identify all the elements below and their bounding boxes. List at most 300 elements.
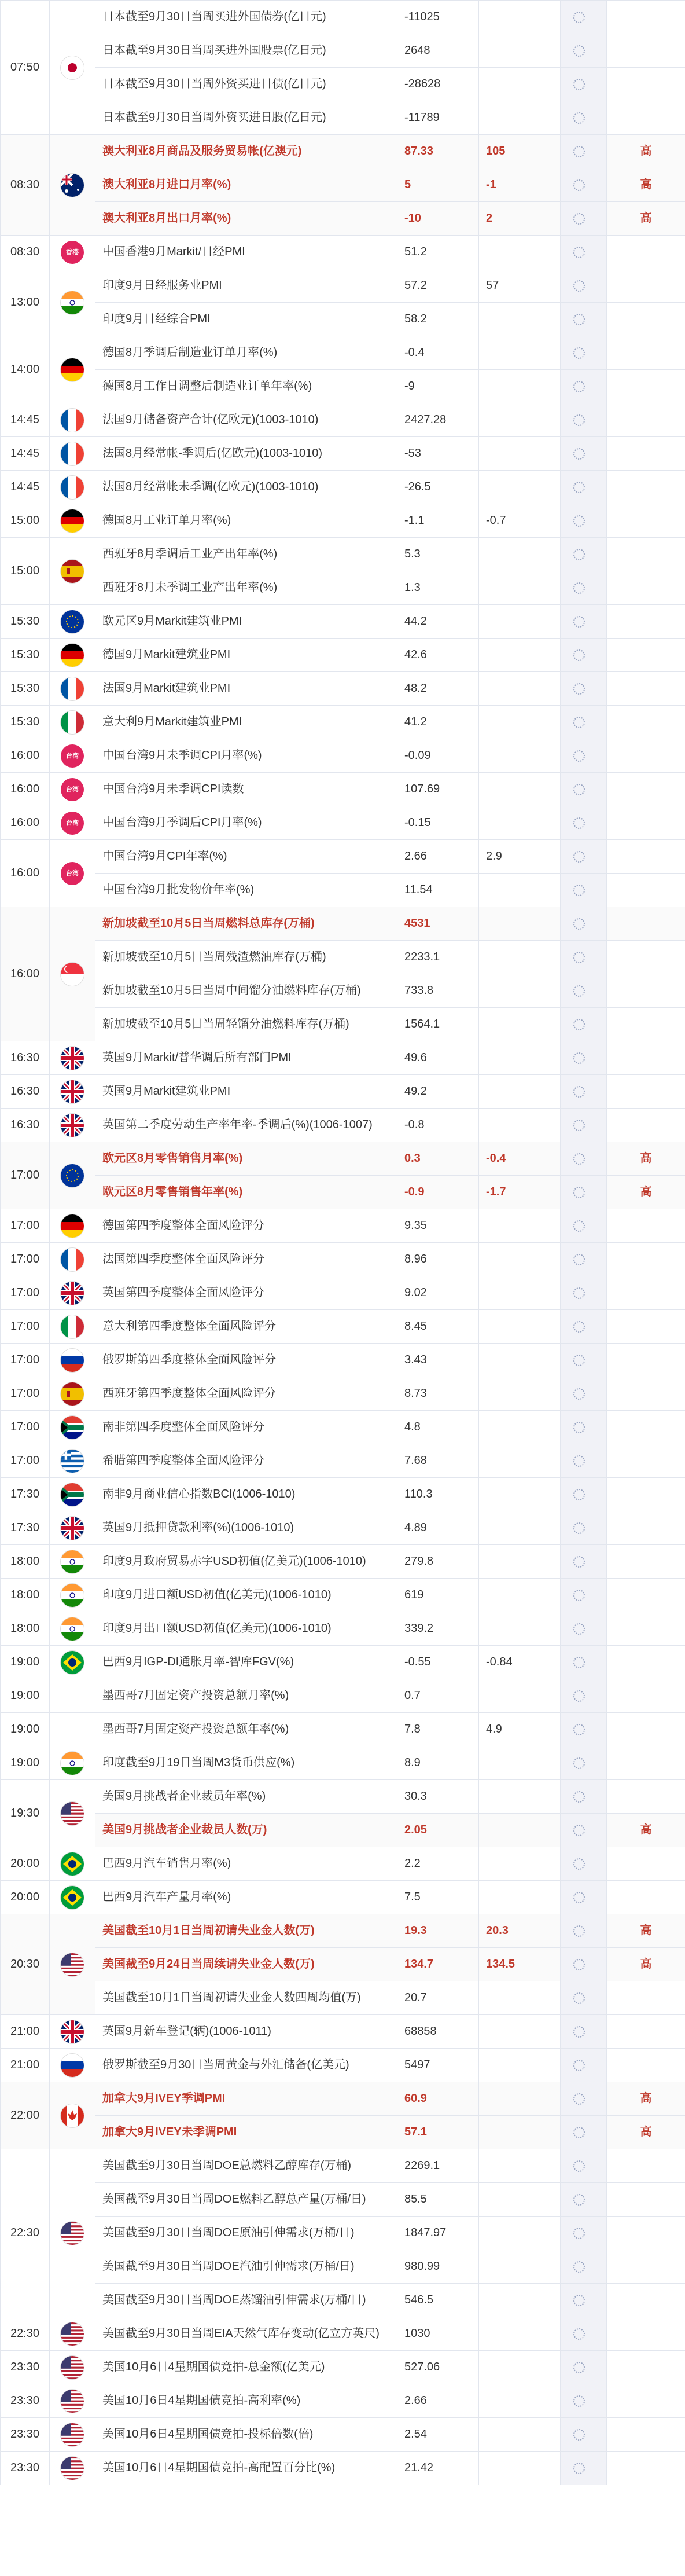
forecast-value	[479, 706, 561, 739]
country-flag-cell	[50, 471, 95, 504]
hongkong-flag-icon: 香港	[61, 241, 84, 264]
southafrica-flag-icon	[61, 1416, 84, 1439]
actual-value: 1564.1	[397, 1008, 479, 1041]
previous-value-cell	[561, 2116, 607, 2149]
importance-badge	[607, 2317, 685, 2351]
forecast-value: 4.9	[479, 1713, 561, 1746]
event-time: 16:30	[1, 1109, 50, 1142]
event-row[interactable]	[1, 941, 685, 974]
indicator-name: 西班牙8月季调后工业产出年率(%)	[95, 538, 397, 571]
actual-value: 49.2	[397, 1075, 479, 1109]
indicator-name: 加拿大9月IVEY未季调PMI	[95, 2116, 397, 2149]
importance-badge	[607, 2452, 685, 2485]
event-row[interactable]	[1, 1176, 685, 1209]
event-row[interactable]	[1, 806, 685, 840]
forecast-value	[479, 2284, 561, 2317]
event-row[interactable]	[1, 1780, 685, 1814]
country-flag-cell	[50, 2015, 95, 2049]
event-row[interactable]	[1, 2317, 685, 2351]
event-row[interactable]	[1, 2384, 685, 2418]
actual-value: 8.73	[397, 1377, 479, 1411]
importance-badge	[607, 806, 685, 840]
actual-value: 5497	[397, 2049, 479, 2082]
event-time: 20:30	[1, 1914, 50, 2015]
event-time: 07:50	[1, 1, 50, 135]
importance-badge	[607, 269, 685, 303]
indicator-name: 南非9月商业信心指数BCI(1006-1010)	[95, 1478, 397, 1511]
event-time: 17:00	[1, 1411, 50, 1444]
event-time: 16:00	[1, 773, 50, 806]
previous-value-cell	[561, 2284, 607, 2317]
event-row[interactable]	[1, 1008, 685, 1041]
forecast-value: 2.9	[479, 840, 561, 874]
event-row[interactable]	[1, 1075, 685, 1109]
event-row[interactable]	[1, 34, 685, 68]
event-row[interactable]	[1, 1344, 685, 1377]
event-row[interactable]	[1, 1109, 685, 1142]
event-row[interactable]	[1, 1377, 685, 1411]
actual-value: 7.68	[397, 1444, 479, 1478]
loading-spinner-icon	[573, 2127, 585, 2138]
actual-value: 51.2	[397, 236, 479, 269]
country-flag-cell	[50, 1276, 95, 1310]
actual-value: 4.89	[397, 1511, 479, 1545]
event-row[interactable]	[1, 303, 685, 336]
importance-badge	[607, 941, 685, 974]
event-row[interactable]	[1, 2116, 685, 2149]
country-flag-cell	[50, 538, 95, 605]
brazil-flag-icon	[61, 1886, 84, 1909]
event-row[interactable]	[1, 2183, 685, 2217]
country-flag-cell	[50, 1209, 95, 1243]
forecast-value	[479, 1041, 561, 1075]
loading-spinner-icon	[573, 2228, 585, 2239]
previous-value-cell	[561, 907, 607, 941]
event-time: 14:45	[1, 403, 50, 437]
importance-badge	[607, 1075, 685, 1109]
indicator-name: 巴西9月IGP-DI通胀月率-智库FGV(%)	[95, 1646, 397, 1679]
importance-badge	[607, 1444, 685, 1478]
event-row[interactable]	[1, 68, 685, 101]
forecast-value: 57	[479, 269, 561, 303]
usa-flag-icon	[61, 2322, 84, 2346]
indicator-name: 中国台湾9月季调后CPI月率(%)	[95, 806, 397, 840]
event-row[interactable]	[1, 1478, 685, 1511]
country-flag-cell	[50, 1109, 95, 1142]
event-row[interactable]	[1, 403, 685, 437]
previous-value-cell	[561, 874, 607, 907]
country-flag-cell	[50, 739, 95, 773]
country-flag-cell	[50, 1478, 95, 1511]
previous-value-cell	[561, 1377, 607, 1411]
uk-flag-icon	[61, 1080, 84, 1103]
country-flag-cell	[50, 907, 95, 1041]
usa-flag-icon	[61, 2457, 84, 2480]
indicator-name: 澳大利亚8月出口月率(%)	[95, 202, 397, 236]
country-flag-cell	[50, 706, 95, 739]
country-flag-cell	[50, 2452, 95, 2485]
loading-spinner-icon	[573, 1892, 585, 1903]
event-row[interactable]	[1, 2351, 685, 2384]
indicator-name: 美国截至9月30日当周DOE蒸馏油引伸需求(万桶/日)	[95, 2284, 397, 2317]
germany-flag-icon	[61, 358, 84, 381]
indicator-name: 新加坡截至10月5日当周残渣燃油库存(万桶)	[95, 941, 397, 974]
event-time: 19:00	[1, 1713, 50, 1746]
event-row[interactable]	[1, 2418, 685, 2452]
event-row[interactable]	[1, 2149, 685, 2183]
uk-flag-icon	[61, 1047, 84, 1070]
event-row[interactable]	[1, 1444, 685, 1478]
brazil-flag-icon	[61, 1651, 84, 1674]
previous-value-cell	[561, 336, 607, 370]
previous-value-cell	[561, 202, 607, 236]
loading-spinner-icon	[573, 1153, 585, 1165]
india-flag-icon	[61, 1617, 84, 1641]
event-row[interactable]	[1, 1679, 685, 1713]
event-time: 23:30	[1, 2452, 50, 2485]
actual-value: 279.8	[397, 1545, 479, 1579]
forecast-value: 134.5	[479, 1948, 561, 1981]
country-flag-cell	[50, 1746, 95, 1780]
italy-flag-icon	[61, 711, 84, 734]
previous-value-cell	[561, 437, 607, 471]
event-row[interactable]	[1, 1914, 685, 1948]
event-row[interactable]	[1, 336, 685, 370]
previous-value-cell	[561, 34, 607, 68]
previous-value-cell	[561, 168, 607, 202]
importance-badge: 高	[607, 2116, 685, 2149]
loading-spinner-icon	[573, 1590, 585, 1601]
event-time: 15:30	[1, 672, 50, 706]
indicator-name: 印度9月日经服务业PMI	[95, 269, 397, 303]
indicator-name: 美国9月挑战者企业裁员年率(%)	[95, 1780, 397, 1814]
indicator-name: 新加坡截至10月5日当周燃料总库存(万桶)	[95, 907, 397, 941]
actual-value: 9.35	[397, 1209, 479, 1243]
loading-spinner-icon	[573, 79, 585, 90]
event-row[interactable]	[1, 1411, 685, 1444]
indicator-name: 中国台湾9月批发物价年率(%)	[95, 874, 397, 907]
actual-value: 107.69	[397, 773, 479, 806]
loading-spinner-icon	[573, 616, 585, 628]
previous-value-cell	[561, 1814, 607, 1847]
country-flag-cell	[50, 1914, 95, 2015]
event-row[interactable]	[1, 1276, 685, 1310]
forecast-value	[479, 1, 561, 34]
forecast-value	[479, 336, 561, 370]
indicator-name: 意大利9月Markit建筑业PMI	[95, 706, 397, 739]
event-row[interactable]	[1, 1713, 685, 1746]
previous-value-cell	[561, 504, 607, 538]
forecast-value	[479, 874, 561, 907]
forecast-value	[479, 2149, 561, 2183]
actual-value: 68858	[397, 2015, 479, 2049]
event-row[interactable]	[1, 974, 685, 1008]
australia-flag-icon	[61, 174, 84, 197]
event-row[interactable]	[1, 1881, 685, 1914]
loading-spinner-icon	[573, 146, 585, 157]
indicator-name: 美国截至10月1日当周初请失业金人数(万)	[95, 1914, 397, 1948]
loading-spinner-icon	[573, 1959, 585, 1970]
event-row[interactable]	[1, 1545, 685, 1579]
previous-value-cell	[561, 135, 607, 168]
event-row[interactable]	[1, 370, 685, 403]
uk-flag-icon	[61, 1517, 84, 1540]
actual-value: -10	[397, 202, 479, 236]
importance-badge	[607, 538, 685, 571]
event-row[interactable]	[1, 202, 685, 236]
forecast-value	[479, 1344, 561, 1377]
loading-spinner-icon	[573, 2160, 585, 2172]
forecast-value	[479, 1209, 561, 1243]
actual-value: 2.66	[397, 840, 479, 874]
importance-badge	[607, 1344, 685, 1377]
actual-value: -9	[397, 370, 479, 403]
indicator-name: 印度9月政府贸易赤字USD初值(亿美元)(1006-1010)	[95, 1545, 397, 1579]
forecast-value	[479, 1780, 561, 1814]
importance-badge	[607, 1612, 685, 1646]
forecast-value	[479, 2351, 561, 2384]
usa-flag-icon	[61, 1953, 84, 1976]
country-flag-cell	[50, 605, 95, 639]
event-time: 16:00	[1, 806, 50, 840]
event-row[interactable]	[1, 907, 685, 941]
forecast-value: 20.3	[479, 1914, 561, 1948]
country-flag-cell	[50, 2049, 95, 2082]
event-row[interactable]	[1, 840, 685, 874]
loading-spinner-icon	[573, 2261, 585, 2273]
importance-badge	[607, 1109, 685, 1142]
importance-badge	[607, 1679, 685, 1713]
importance-badge	[607, 739, 685, 773]
event-row[interactable]	[1, 1981, 685, 2015]
indicator-name: 南非第四季度整体全面风险评分	[95, 1411, 397, 1444]
event-time: 08:30	[1, 236, 50, 269]
importance-badge	[607, 34, 685, 68]
event-row[interactable]	[1, 1, 685, 34]
loading-spinner-icon	[573, 2429, 585, 2441]
event-row[interactable]	[1, 639, 685, 672]
event-row[interactable]	[1, 437, 685, 471]
spain-flag-icon	[61, 560, 84, 583]
actual-value: 30.3	[397, 1780, 479, 1814]
previous-value-cell	[561, 974, 607, 1008]
event-row[interactable]	[1, 672, 685, 706]
event-row[interactable]	[1, 874, 685, 907]
importance-badge: 高	[607, 1176, 685, 1209]
event-row[interactable]	[1, 2217, 685, 2250]
country-flag-cell	[50, 1545, 95, 1579]
previous-value-cell	[561, 370, 607, 403]
indicator-name: 意大利第四季度整体全面风险评分	[95, 1310, 397, 1344]
forecast-value	[479, 739, 561, 773]
loading-spinner-icon	[573, 1254, 585, 1265]
importance-badge	[607, 1545, 685, 1579]
forecast-value	[479, 1075, 561, 1109]
loading-spinner-icon	[573, 1455, 585, 1467]
importance-badge	[607, 1209, 685, 1243]
event-row[interactable]	[1, 1847, 685, 1881]
event-row[interactable]	[1, 2082, 685, 2116]
indicator-name: 中国台湾9月CPI年率(%)	[95, 840, 397, 874]
country-flag-cell	[50, 1377, 95, 1411]
indicator-name: 俄罗斯截至9月30日当周黄金与外汇储备(亿美元)	[95, 2049, 397, 2082]
forecast-value: -0.84	[479, 1646, 561, 1679]
loading-spinner-icon	[573, 1321, 585, 1333]
event-row[interactable]	[1, 1746, 685, 1780]
uk-flag-icon	[61, 2020, 84, 2043]
event-time: 17:30	[1, 1478, 50, 1511]
loading-spinner-icon	[573, 1623, 585, 1635]
actual-value: 2269.1	[397, 2149, 479, 2183]
event-row[interactable]	[1, 2015, 685, 2049]
indicator-name: 英国第四季度整体全面风险评分	[95, 1276, 397, 1310]
indicator-name: 英国9月Markit/普华调后所有部门PMI	[95, 1041, 397, 1075]
previous-value-cell	[561, 1914, 607, 1948]
event-row[interactable]	[1, 1209, 685, 1243]
event-row[interactable]	[1, 1579, 685, 1612]
event-row[interactable]	[1, 1814, 685, 1847]
forecast-value	[479, 2418, 561, 2452]
forecast-value: 2	[479, 202, 561, 236]
event-row[interactable]	[1, 168, 685, 202]
indicator-name: 德国8月工作日调整后制造业订单年率(%)	[95, 370, 397, 403]
country-flag-cell	[50, 2384, 95, 2418]
event-row[interactable]	[1, 1243, 685, 1276]
event-row[interactable]	[1, 269, 685, 303]
actual-value: 2.05	[397, 1814, 479, 1847]
event-row[interactable]	[1, 773, 685, 806]
event-row[interactable]	[1, 605, 685, 639]
event-row[interactable]	[1, 1511, 685, 1545]
event-time: 17:00	[1, 1142, 50, 1209]
event-time: 15:00	[1, 538, 50, 605]
actual-value: 58.2	[397, 303, 479, 336]
event-row[interactable]	[1, 1142, 685, 1176]
country-flag-cell	[50, 2351, 95, 2384]
event-row[interactable]	[1, 2250, 685, 2284]
actual-value: 5.3	[397, 538, 479, 571]
previous-value-cell	[561, 1981, 607, 2015]
singapore-flag-icon	[61, 963, 84, 986]
event-time: 16:30	[1, 1041, 50, 1075]
importance-badge: 高	[607, 1142, 685, 1176]
importance-badge	[607, 1579, 685, 1612]
importance-badge	[607, 974, 685, 1008]
previous-value-cell	[561, 1746, 607, 1780]
event-row[interactable]	[1, 2049, 685, 2082]
event-row[interactable]	[1, 538, 685, 571]
event-row[interactable]	[1, 571, 685, 605]
event-row[interactable]	[1, 101, 685, 135]
importance-badge	[607, 1713, 685, 1746]
event-row[interactable]	[1, 1310, 685, 1344]
event-row[interactable]	[1, 739, 685, 773]
forecast-value	[479, 941, 561, 974]
forecast-value: -1	[479, 168, 561, 202]
event-row[interactable]	[1, 504, 685, 538]
forecast-value	[479, 2217, 561, 2250]
previous-value-cell	[561, 403, 607, 437]
previous-value-cell	[561, 1612, 607, 1646]
event-row[interactable]	[1, 2452, 685, 2485]
importance-badge	[607, 2183, 685, 2217]
southafrica-flag-icon	[61, 1483, 84, 1506]
country-flag-cell	[50, 2082, 95, 2149]
event-row[interactable]	[1, 706, 685, 739]
event-time: 18:00	[1, 1612, 50, 1646]
actual-value: -1.1	[397, 504, 479, 538]
spain-flag-icon	[61, 1382, 84, 1406]
previous-value-cell	[561, 101, 607, 135]
event-row[interactable]	[1, 1612, 685, 1646]
event-time: 19:00	[1, 1746, 50, 1780]
country-flag-cell	[50, 269, 95, 336]
importance-badge	[607, 1377, 685, 1411]
event-row[interactable]	[1, 1646, 685, 1679]
importance-badge	[607, 1276, 685, 1310]
country-flag-cell	[50, 135, 95, 236]
loading-spinner-icon	[573, 1019, 585, 1030]
actual-value: 1847.97	[397, 2217, 479, 2250]
indicator-name: 美国截至9月30日当周DOE燃料乙醇总产量(万桶/日)	[95, 2183, 397, 2217]
event-row[interactable]	[1, 1041, 685, 1075]
event-row[interactable]	[1, 471, 685, 504]
event-row[interactable]	[1, 1948, 685, 1981]
previous-value-cell	[561, 1176, 607, 1209]
previous-value-cell	[561, 2183, 607, 2217]
previous-value-cell	[561, 1, 607, 34]
loading-spinner-icon	[573, 1690, 585, 1702]
loading-spinner-icon	[573, 247, 585, 258]
previous-value-cell	[561, 1780, 607, 1814]
forecast-value	[479, 1008, 561, 1041]
indicator-name: 美国截至9月30日当周EIA天然气库存变动(亿立方英尺)	[95, 2317, 397, 2351]
indicator-name: 德国8月工业订单月率(%)	[95, 504, 397, 538]
importance-badge	[607, 840, 685, 874]
event-time: 17:00	[1, 1444, 50, 1478]
importance-badge	[607, 672, 685, 706]
indicator-name: 美国截至9月30日当周DOE汽油引伸需求(万桶/日)	[95, 2250, 397, 2284]
importance-badge: 高	[607, 168, 685, 202]
importance-badge	[607, 1008, 685, 1041]
forecast-value	[479, 672, 561, 706]
forecast-value	[479, 1411, 561, 1444]
eu-flag-icon	[61, 610, 84, 633]
actual-value: 1.3	[397, 571, 479, 605]
event-time: 18:00	[1, 1545, 50, 1579]
event-row[interactable]	[1, 2284, 685, 2317]
france-flag-icon	[61, 442, 84, 465]
event-row[interactable]	[1, 236, 685, 269]
forecast-value	[479, 1981, 561, 2015]
forecast-value	[479, 1444, 561, 1478]
forecast-value	[479, 538, 561, 571]
actual-value: 3.43	[397, 1344, 479, 1377]
forecast-value	[479, 571, 561, 605]
indicator-name: 印度9月日经综合PMI	[95, 303, 397, 336]
indicator-name: 墨西哥7月固定资产投资总额月率(%)	[95, 1679, 397, 1713]
previous-value-cell	[561, 2452, 607, 2485]
country-flag-cell	[50, 437, 95, 471]
importance-badge: 高	[607, 2082, 685, 2116]
actual-value: 619	[397, 1579, 479, 1612]
forecast-value	[479, 1881, 561, 1914]
indicator-name: 日本截至9月30日当周外资买进日债(亿日元)	[95, 68, 397, 101]
previous-value-cell	[561, 941, 607, 974]
forecast-value: -1.7	[479, 1176, 561, 1209]
event-row[interactable]	[1, 135, 685, 168]
forecast-value	[479, 605, 561, 639]
